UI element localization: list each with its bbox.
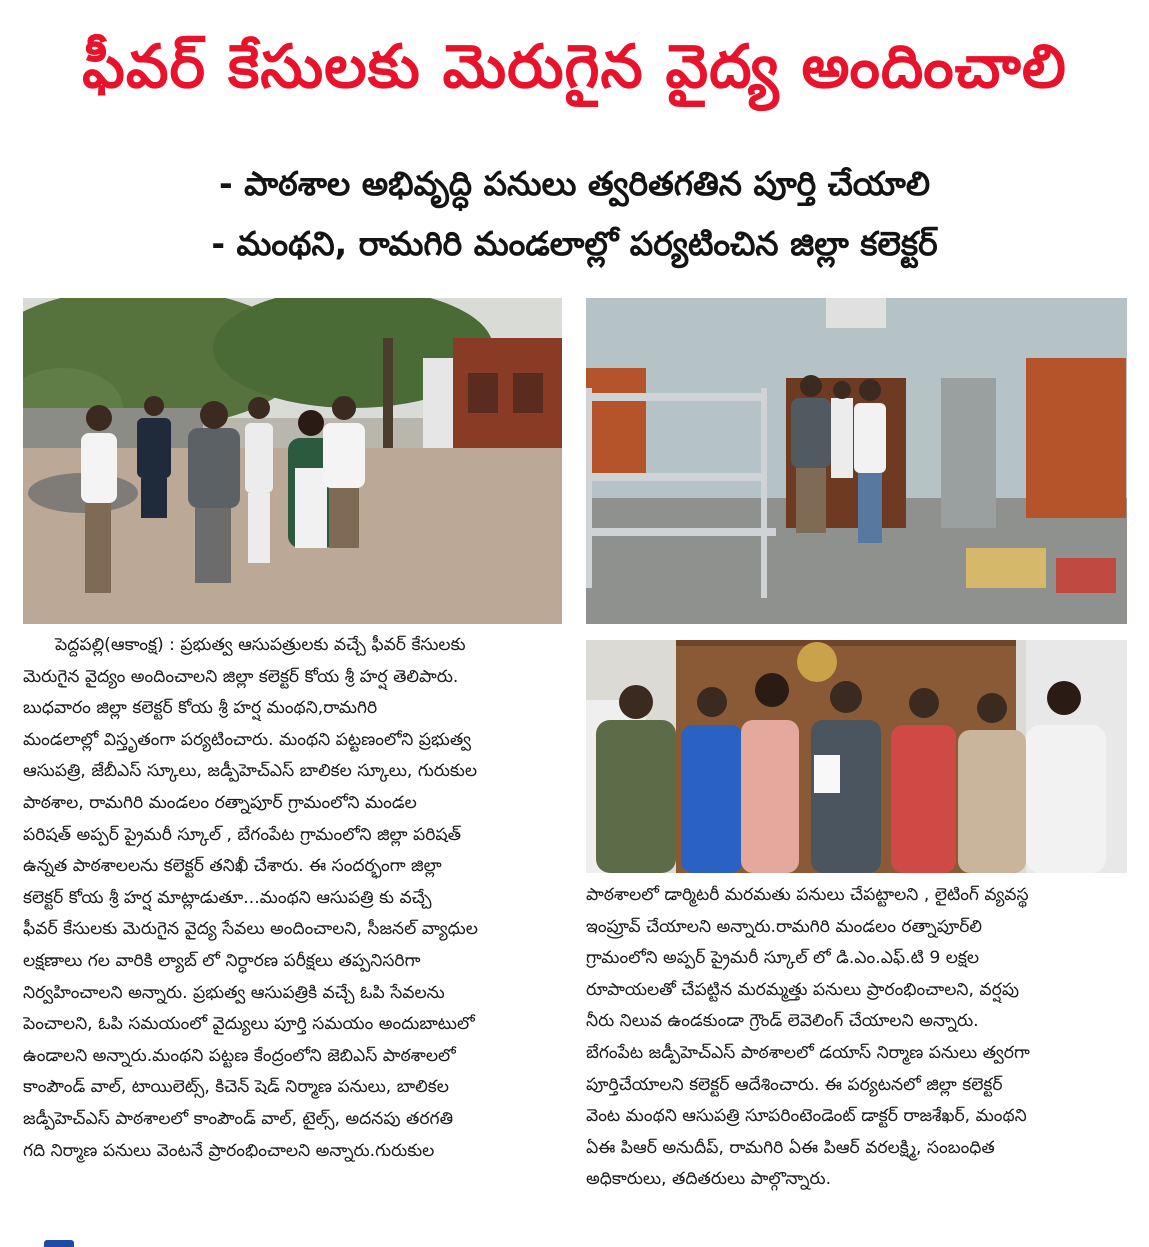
article-line: జడ్పీహెచ్ఎస్ పాఠశాలలో కాంపౌండ్ వాల్, టైల్స్, అదనపు తరగతి: [23, 1108, 454, 1129]
article-line: గ్రామంలోని అప్పర్ ప్రైమరీ స్కూల్ లో డి.ఎం.ఎఫ్.టి 9 లక్షల: [586, 948, 980, 969]
article-line: పెంచాలని, ఓపి సమయంలో వైద్యులు పూర్తి సమయం అందుబాటులో: [23, 1014, 475, 1035]
article-line: పెద్దపల్లి(ఆకాంక్ష) : ప్రభుత్వ ఆసుపత్రులకు వచ్చే ఫీవర్ కేసులకు: [55, 635, 466, 655]
article-line: అధికారులు, తదితరులు పాల్గొన్నారు.: [586, 1169, 832, 1190]
article-line: ఆసుపత్రి, జేబీఎస్ స్కూలు, జడ్పీహెచ్ఎస్ బాలికల స్కూలు, గురుకుల: [23, 761, 478, 782]
article-line: ఉండాలని అన్నారు.మంథని పట్టణ కేంద్రంలోని జెబిఎస్ పాఠశాలలో: [23, 1045, 456, 1066]
article-line: నిర్వహించాలని అన్నారు. ప్రభుత్వ ఆసుపత్రికి వచ్చే ఓపి సేవలను: [23, 982, 445, 1003]
outdoor-inspection-photo: [23, 298, 562, 624]
article-line: మండలాల్లో విస్తృతంగా పర్యటించారు. మంథని పట్టణంలోని ప్రభుత్వ: [23, 729, 472, 750]
article-line: పరిషత్ అప్పర్ ప్రైమరీ స్కూల్ , బేగంపేట గ్రామంలోని జిల్లా పరిషత్: [23, 824, 462, 845]
article-line: మెరుగైన వైద్యం అందించాలని జిల్లా కలెక్టర్ కోయ శ్రీ హర్ష తెలిపారు.: [23, 666, 459, 687]
article-line: పాఠశాల, రామగిరి మండలం రత్నాపూర్ గ్రామంలోని మండల: [23, 792, 417, 813]
article-line: పాఠశాలలో డార్మిటరీ మరమతు పనులు చేపట్టాలని , లైటింగ్ వ్యవస్థ: [586, 885, 1029, 905]
article-line: ఫీవర్ కేసులకు మెరుగైన వైద్య సేవలు అందించాలని, సీజనల్ వ్యాధుల: [23, 919, 478, 940]
subhead-2: - మంథని, రామగిరి మండలాల్లో పర్యటించిన జిల్లా కలెక్టర్: [211, 224, 938, 263]
article-line: ఇంప్రూవ్ చేయాలని అన్నారు.రామగిరి మండలం రత్నాపూర్‌లి: [586, 916, 982, 937]
article-line: రూపాయలతో చేపట్టిన మరమ్మత్తు పనులు ప్రారంభించాలని, వర్షపు: [586, 979, 1019, 1000]
article-line: కాంపౌండ్ వాల్, టాయిలెట్స్, కిచెన్ షెడ్ నిర్మాణ పనులు, బాలికల: [23, 1077, 449, 1098]
article-line: ఉన్నత పాఠశాలలను కలెక్టర్ తనిఖీ చేశారు. ఈ సందర్భంగా జిల్లా: [23, 856, 442, 877]
article-line: బుధవారం జిల్లా కలెక్టర్ కోయ శ్రీ హర్ష మంథని,రామగిరి: [23, 698, 378, 719]
article-line: వెంట మంథని ఆసుపత్రి సూపరింటెండెంట్ డాక్టర్ రాజశేఖర్, మంథని: [586, 1106, 1027, 1127]
article-line: ఏఈ పిఆర్ అనుదీప్, రామగిరి ఏఈ పిఆర్ వరలక్ష్మి, సంబంధిత: [586, 1137, 995, 1158]
article-line: గది నిర్మాణ పనులు వెంటనే ప్రారంభించాలని అన్నారు.గురుకుల: [23, 1140, 435, 1161]
dormitory-inspection-photo: [586, 298, 1127, 624]
subhead-1: - పాఠశాల అభివృద్ధి పనులు త్వరితగతిన పూర్తి చేయాలి: [218, 164, 931, 203]
memorandum-presentation-photo: [586, 640, 1127, 873]
article-line: లక్షణాలు గల వారికి ల్యాబ్ లో నిర్ధారణ పరీక్షలు తప్పనిసరిగా: [23, 950, 421, 971]
article-column-2: [586, 880, 1127, 1225]
article-line: కలెక్టర్ కోయ శ్రీ హర్ష మాట్లాడుతూ...మంథని ఆసుపత్రి కు వచ్చే: [23, 887, 432, 908]
article-line: పూర్తిచేయాలని కలెక్టర్ ఆదేశించారు. ఈ పర్యటనలో జిల్లా కలెక్టర్: [586, 1074, 1003, 1095]
article-line: నీరు నిలువ ఉండకుండా గ్రౌండ్ లెవెలింగ్ చేయాలని అన్నారు.: [586, 1011, 979, 1032]
footer-mark: [44, 1240, 74, 1247]
article-column-1: [23, 630, 562, 1230]
article-line: బేగంపేట జడ్పీహెచ్ఎస్ పాఠశాలలో డయాస్ నిర్మాణ పనులు త్వరగా: [586, 1042, 1030, 1063]
headline: ఫీవర్ కేసులకు మెరుగైన వైద్య అందించాలి: [82, 32, 1067, 102]
